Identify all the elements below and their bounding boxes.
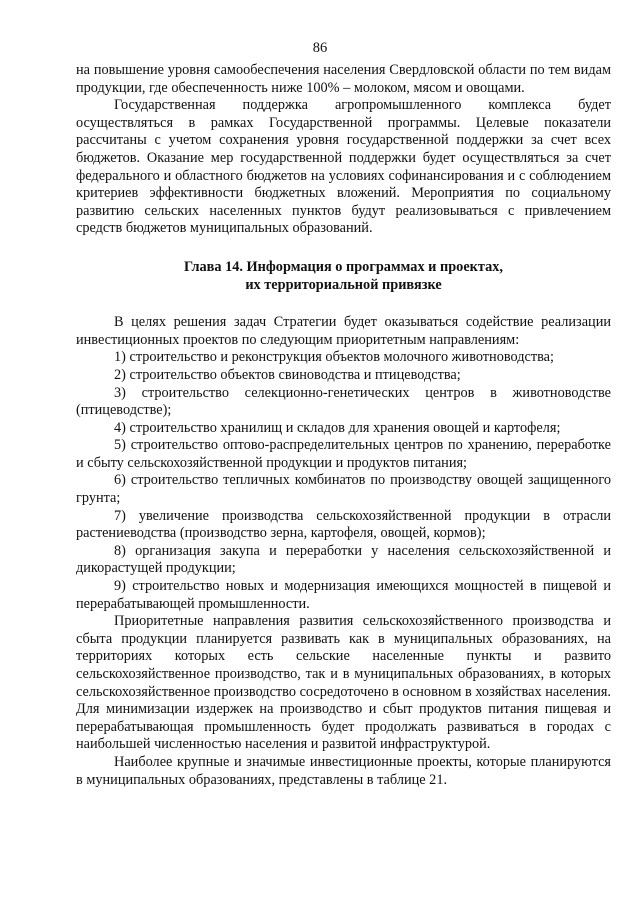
list-item: 3) строительство селекционно-генетических центров в животноводстве (птицеводстве); bbox=[76, 384, 611, 419]
chapter-title-line-1: Глава 14. Информация о программах и проектах, bbox=[184, 258, 503, 275]
list-item: 8) организация закупа и переработки у населения сельскохозяйственной и дикорастущей продукции; bbox=[76, 542, 611, 577]
list-item: 2) строительство объектов свиноводства и птицеводства; bbox=[114, 366, 461, 383]
list-item: 1) строительство и реконструкция объектов молочного животноводства; bbox=[114, 349, 554, 366]
lead-paragraph: В целях решения задач Стратегии будет оказываться содействие реализации инвестиционных проектов по следующим приоритетным направлениям: bbox=[76, 314, 611, 348]
list-item: 7) увеличение производства сельскохозяйственной продукции в отрасли растениеводства (производство зерна, картофеля, овощей, кормов); bbox=[76, 507, 611, 542]
chapter-title-line-2: их территориальной привязке bbox=[245, 276, 442, 293]
chapter-heading bbox=[76, 259, 611, 294]
intro-paragraph-2: Государственная поддержка агропромышленного комплекса будет осуществляться в рамках Государственной программы. Целевые показатели рассчитаны с учетом сохранения уровня государственной поддержки за счет всех бюджетов. Оказание мер государственной поддержки будет осуществляться за счет федерального и областного бюджетов на условиях софинансирования и с соблюдением критериев эффективности бюджетных вложений. Мероприятия по социальному развитию сельских населенных пунктов будут реализовываться с привлечением средств бюджетов муниципальных образований. bbox=[76, 97, 611, 237]
document-body bbox=[76, 62, 611, 789]
closing-paragraph: Наиболее крупные и значимые инвестиционные проекты, которые планируются в муниципальных образованиях, представлены в таблице 21. bbox=[76, 753, 611, 788]
list-item: 5) строительство оптово-распределительных центров по хранению, переработке и сбыту сельскохозяйственной продукции и продуктов питания; bbox=[76, 437, 611, 471]
priority-directions-paragraph: Приоритетные направления развития сельскохозяйственного производства и сбыта продукции планируется развивать как в муниципальных образованиях, на территориях которых есть сельские населенные пункты и развито сельскохозяйственное производство, так и в муниципальных образованиях, в которых сельскохозяйственное производство сосредоточено в основном в хозяйствах населения. Для минимизации издержек на производство и сбыт продуктов питания пищевая и перерабатывающая промышленность будет продолжать развиваться в городах с наибольшей численностью населения и развитой инфраструктурой. bbox=[76, 613, 611, 753]
list-item: 9) строительство новых и модернизация имеющихся мощностей в пищевой и перерабатывающей промышленности. bbox=[76, 578, 611, 612]
priority-list bbox=[76, 349, 611, 613]
intro-paragraph-1: на повышение уровня самообеспечения населения Свердловской области по тем видам продукции, где обеспеченность ниже 100% – молоком, мясом и овощами. bbox=[76, 62, 611, 96]
list-item: 4) строительство хранилищ и складов для хранения овощей и картофеля; bbox=[114, 419, 561, 436]
list-item: 6) строительство тепличных комбинатов по производству овощей защищенного грунта; bbox=[76, 472, 611, 507]
page-number: 86 bbox=[312, 40, 328, 56]
